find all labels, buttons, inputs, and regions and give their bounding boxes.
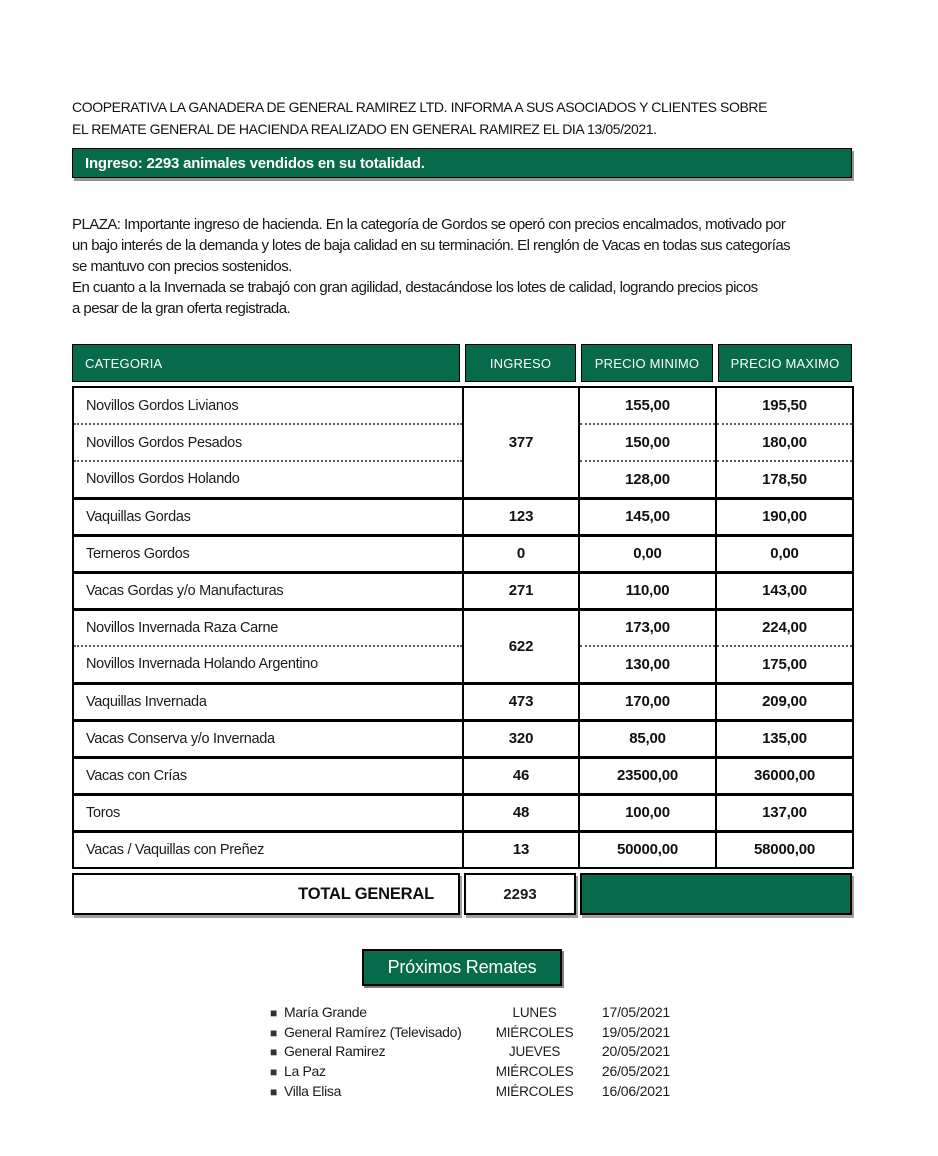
bullet-square-icon: ■ xyxy=(270,1005,277,1020)
bullet-square-icon: ■ xyxy=(270,1025,277,1040)
auction-table-rows xyxy=(73,387,853,868)
precio-maximo-cell: 175,00 xyxy=(716,646,853,683)
precio-minimo-cell: 0,00 xyxy=(579,535,716,572)
event-day: MIÉRCOLES xyxy=(495,1064,574,1080)
category-cell: Vacas / Vaquillas con Preñez xyxy=(73,831,463,868)
table-row xyxy=(73,572,853,609)
table-row xyxy=(73,609,853,646)
ingreso-cell: 320 xyxy=(463,720,579,757)
precio-maximo-cell: 143,00 xyxy=(716,572,853,609)
category-cell: Vaquillas Gordas xyxy=(73,498,463,535)
event-place xyxy=(270,1023,485,1043)
proximos-remates-title: Próximos Remates xyxy=(362,949,563,986)
total-row xyxy=(72,873,852,915)
precio-maximo-cell: 135,00 xyxy=(716,720,853,757)
precio-maximo-cell: 58000,00 xyxy=(716,831,853,868)
header-precio-maximo: PRECIO MAXIMO xyxy=(718,344,852,382)
table-row xyxy=(73,794,853,831)
event-place-name: La Paz xyxy=(283,1063,326,1080)
event-row xyxy=(270,1023,670,1043)
plaza-line: a pesar de la gran oferta registrada. xyxy=(72,300,291,317)
precio-maximo-cell: 0,00 xyxy=(716,535,853,572)
plaza-line: PLAZA: Importante ingreso de hacienda. En la categoría de Gordos se operó con precios encalmados, motivado por xyxy=(72,216,786,233)
event-row xyxy=(270,1062,670,1082)
total-ingreso-value: 2293 xyxy=(464,873,576,915)
total-general-label: TOTAL GENERAL xyxy=(72,873,460,915)
table-row xyxy=(73,683,853,720)
precio-minimo-cell: 130,00 xyxy=(579,646,716,683)
table-row xyxy=(73,720,853,757)
precio-minimo-cell: 85,00 xyxy=(579,720,716,757)
precio-minimo-cell: 155,00 xyxy=(579,387,716,424)
category-cell: Vaquillas Invernada xyxy=(73,683,463,720)
event-date: 19/05/2021 xyxy=(601,1023,670,1040)
precio-minimo-cell: 110,00 xyxy=(579,572,716,609)
event-place-name: Villa Elisa xyxy=(283,1082,342,1099)
event-place-name: General Ramirez xyxy=(283,1043,386,1060)
header-ingreso: INGRESO xyxy=(465,344,576,382)
auction-table-header xyxy=(72,344,852,382)
upcoming-events-list xyxy=(270,1003,670,1102)
category-cell: Vacas Conserva y/o Invernada xyxy=(73,720,463,757)
ingreso-cell: 473 xyxy=(463,683,579,720)
ingreso-cell: 622 xyxy=(463,609,579,683)
event-day: LUNES xyxy=(512,1005,557,1020)
table-row xyxy=(73,535,853,572)
precio-minimo-cell: 173,00 xyxy=(579,609,716,646)
bullet-square-icon: ■ xyxy=(270,1084,277,1099)
precio-minimo-cell: 145,00 xyxy=(579,498,716,535)
precio-minimo-cell: 150,00 xyxy=(579,424,716,461)
event-place xyxy=(270,1042,485,1062)
event-row xyxy=(270,1003,670,1023)
event-day: MIÉRCOLES xyxy=(495,1024,574,1040)
event-place-name: General Ramírez (Televisado) xyxy=(283,1023,462,1040)
event-place xyxy=(270,1062,485,1082)
category-cell: Terneros Gordos xyxy=(73,535,463,572)
ingreso-cell: 123 xyxy=(463,498,579,535)
bullet-square-icon: ■ xyxy=(270,1064,277,1079)
ingreso-cell: 271 xyxy=(463,572,579,609)
report-heading xyxy=(72,96,852,140)
ingreso-cell: 0 xyxy=(463,535,579,572)
category-cell: Novillos Invernada Raza Carne xyxy=(73,609,463,646)
event-date: 20/05/2021 xyxy=(601,1043,670,1060)
precio-maximo-cell: 180,00 xyxy=(716,424,853,461)
report-heading-line1: COOPERATIVA LA GANADERA DE GENERAL RAMIREZ LTD. INFORMA A SUS ASOCIADOS Y CLIENTES SOBRE xyxy=(72,99,768,115)
event-day: MIÉRCOLES xyxy=(495,1083,574,1099)
event-day: JUEVES xyxy=(508,1044,561,1060)
ingreso-banner: Ingreso: 2293 animales vendidos en su totalidad. xyxy=(72,148,852,178)
precio-maximo-cell: 36000,00 xyxy=(716,757,853,794)
table-row xyxy=(73,498,853,535)
total-green-cell xyxy=(580,873,852,915)
precio-minimo-cell: 50000,00 xyxy=(579,831,716,868)
table-row xyxy=(73,831,853,868)
report-heading-line2: EL REMATE GENERAL DE HACIENDA REALIZADO EN GENERAL RAMIREZ EL DIA 13/05/2021. xyxy=(72,121,657,137)
header-categoria: CATEGORIA xyxy=(72,344,460,382)
precio-maximo-cell: 178,50 xyxy=(716,461,853,498)
category-cell: Vacas Gordas y/o Manufacturas xyxy=(73,572,463,609)
bullet-square-icon: ■ xyxy=(270,1045,277,1060)
category-cell: Novillos Gordos Pesados xyxy=(73,424,463,461)
precio-maximo-cell: 209,00 xyxy=(716,683,853,720)
precio-minimo-cell: 170,00 xyxy=(579,683,716,720)
precio-maximo-cell: 137,00 xyxy=(716,794,853,831)
category-cell: Vacas con Crías xyxy=(73,757,463,794)
ingreso-cell: 377 xyxy=(463,387,579,498)
precio-minimo-cell: 100,00 xyxy=(579,794,716,831)
auction-table-body xyxy=(72,386,854,869)
precio-minimo-cell: 128,00 xyxy=(579,461,716,498)
precio-maximo-cell: 190,00 xyxy=(716,498,853,535)
table-row xyxy=(73,757,853,794)
plaza-line: un bajo interés de la demanda y lotes de baja calidad en su terminación. El renglón de Vacas en todas sus categorías xyxy=(72,237,791,254)
event-place-name: María Grande xyxy=(283,1004,367,1020)
auction-table xyxy=(72,344,852,915)
ingreso-cell: 48 xyxy=(463,794,579,831)
category-cell: Toros xyxy=(73,794,463,831)
table-row xyxy=(73,387,853,424)
event-date: 17/05/2021 xyxy=(601,1004,670,1020)
event-row xyxy=(270,1042,670,1062)
precio-minimo-cell: 23500,00 xyxy=(579,757,716,794)
category-cell: Novillos Gordos Holando xyxy=(73,461,463,498)
event-place xyxy=(270,1082,485,1102)
category-cell: Novillos Gordos Livianos xyxy=(86,397,239,414)
event-place xyxy=(270,1003,485,1023)
event-date: 26/05/2021 xyxy=(601,1063,670,1080)
precio-maximo-cell: 224,00 xyxy=(716,609,853,646)
header-precio-minimo: PRECIO MINIMO xyxy=(581,344,713,382)
plaza-line: En cuanto a la Invernada se trabajó con gran agilidad, destacándose los lotes de calidad, logrando precios picos xyxy=(72,279,758,296)
proximos-remates-section xyxy=(72,949,852,986)
plaza-paragraph xyxy=(72,214,852,319)
category-cell: Novillos Invernada Holando Argentino xyxy=(73,646,463,683)
ingreso-cell: 13 xyxy=(463,831,579,868)
event-date: 16/06/2021 xyxy=(601,1082,670,1099)
plaza-line: se mantuvo con precios sostenidos. xyxy=(72,258,292,275)
event-row xyxy=(270,1082,670,1102)
precio-maximo-cell: 195,50 xyxy=(716,387,853,424)
ingreso-cell: 46 xyxy=(463,757,579,794)
